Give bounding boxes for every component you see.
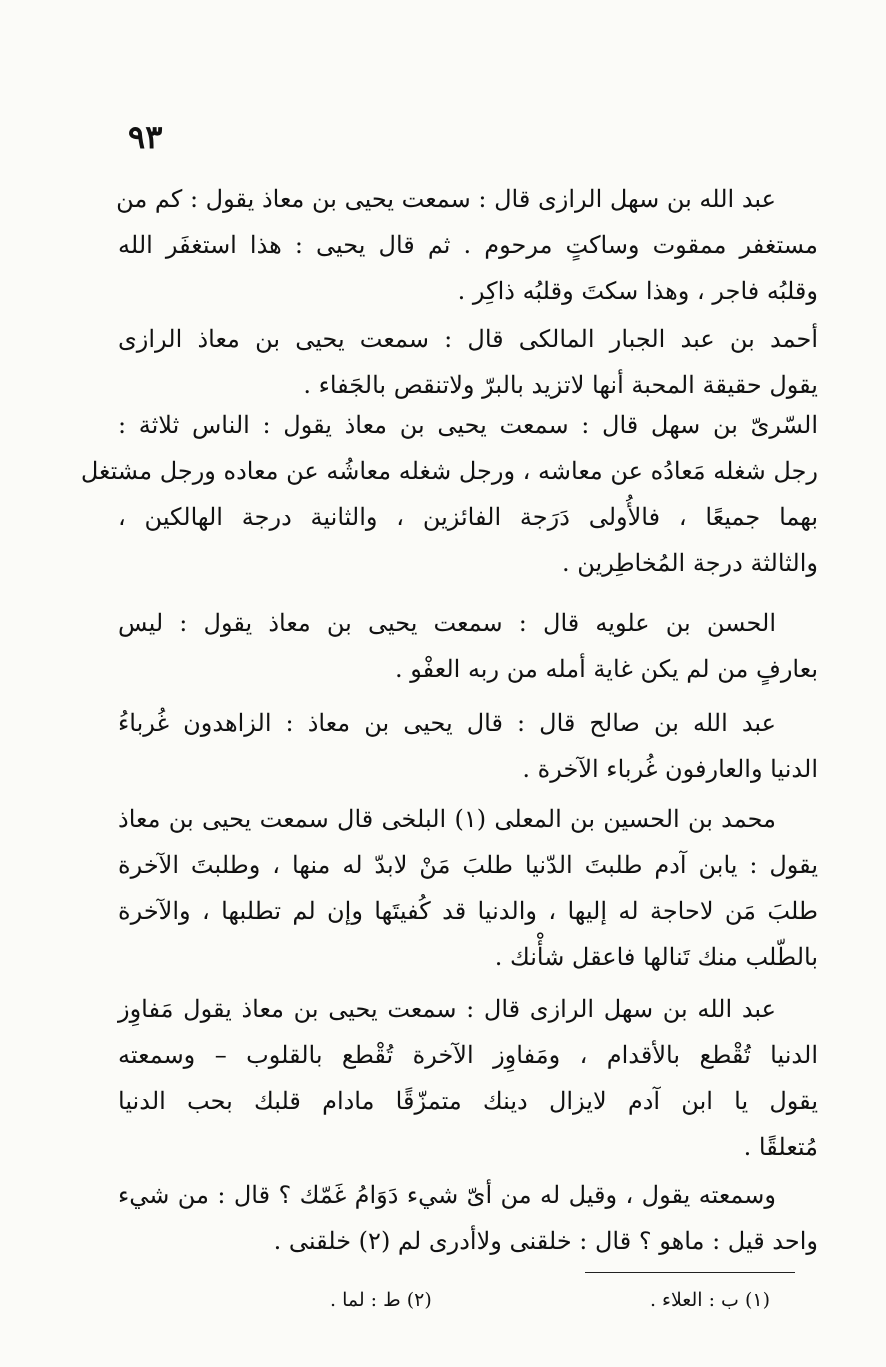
- paragraph-line: الحسن بن علويه قال : سمعت يحيى بن معاذ يقول : ليس: [118, 609, 776, 637]
- paragraph-2: [118, 316, 818, 408]
- paragraph-7: [118, 986, 818, 1170]
- paragraph-line: السّرىّ بن سهل قال : سمعت يحيى بن معاذ يقول : الناس ثلاثة :: [118, 411, 818, 439]
- paragraph-line: وقلبُه فاجر ، وهذا سكتَ وقلبُه ذاكِر .: [457, 277, 818, 305]
- paragraph-4: [118, 600, 818, 692]
- paragraph-line: محمد بن الحسين بن المعلى (١) البلخى قال سمعت يحيى بن معاذ: [118, 805, 776, 833]
- paragraph-line: يقول يا ابن آدم لايزال دينك متمزّقًا مادام قلبك بحب الدنيا: [118, 1087, 818, 1115]
- paragraph-line: رجل شغله مَعادُه عن معاشه ، ورجل شغله معاشُه عن معاده ورجل مشتغل: [80, 457, 818, 485]
- footnote-2: (٢) ط : لما .: [330, 1289, 432, 1311]
- paragraph-line: بالطّلب منك تَنالها فاعقل شأْنك .: [494, 943, 818, 971]
- paragraph-line: يقول : يابن آدم طلبتَ الدّنيا طلبَ مَنْ لابدّ له منها ، وطلبتَ الآخرة: [118, 851, 818, 879]
- paragraph-line: الدنيا تُقْطع بالأقدام ، ومَفاوِز الآخرة تُقْطع بالقلوب – وسمعته: [118, 1041, 818, 1069]
- paragraph-6: [118, 796, 818, 980]
- paragraph-line: مستغفر ممقوت وساكتٍ مرحوم . ثم قال يحيى : هذا استغفَر الله: [118, 231, 818, 259]
- paragraph-line: بهما جميعًا ، فالأُولى دَرَجة الفائزين ، والثانية درجة الهالكين ،: [118, 503, 818, 531]
- paragraph-line: الدنيا والعارفون غُرباء الآخرة .: [522, 755, 818, 783]
- paragraph-line: عبد الله بن سهل الرازى قال : سمعت يحيى بن معاذ يقول : كم من: [116, 185, 776, 213]
- paragraph-line: عبد الله بن صالح قال : قال يحيى بن معاذ : الزاهدون غُرباءُ: [118, 709, 776, 737]
- paragraph-8: [118, 1172, 818, 1264]
- paragraph-line: يقول حقيقة المحبة أنها لاتزيد بالبرّ ولاتنقص بالجَفاء .: [303, 371, 818, 399]
- paragraph-line: طلبَ مَن لاحاجة له إليها ، والدنيا قد كُفيتَها وإن لم تطلبها ، والآخرة: [118, 897, 818, 925]
- paragraph-line: وسمعته يقول ، وقيل له من أىّ شيء دَوَامُ غَمّك ؟ قال : من شيء: [118, 1181, 776, 1209]
- paragraph-3: [80, 402, 818, 586]
- page-number: ٩٣: [128, 118, 163, 156]
- paragraph-5: [118, 700, 818, 792]
- paragraph-line: أحمد بن عبد الجبار المالكى قال : سمعت يحيى بن معاذ الرازى: [118, 325, 818, 353]
- paragraph-line: مُتعلقًا .: [743, 1133, 818, 1161]
- paragraph-1: [118, 176, 818, 314]
- footnote-divider: [585, 1272, 795, 1273]
- paragraph-line: بعارفٍ من لم يكن غاية أمله من ربه العفْو .: [394, 655, 818, 683]
- paragraph-line: عبد الله بن سهل الرازى قال : سمعت يحيى بن معاذ يقول مَفاوِز: [118, 995, 776, 1023]
- paragraph-line: والثالثة درجة المُخاطِرين .: [562, 549, 818, 577]
- footnotes: [330, 1282, 770, 1318]
- footnote-1: (١) ب : العلاء .: [649, 1289, 770, 1311]
- paragraph-line: واحد قيل : ماهو ؟ قال : خلقنى ولاأدرى لم (٢) خلقنى .: [273, 1227, 818, 1255]
